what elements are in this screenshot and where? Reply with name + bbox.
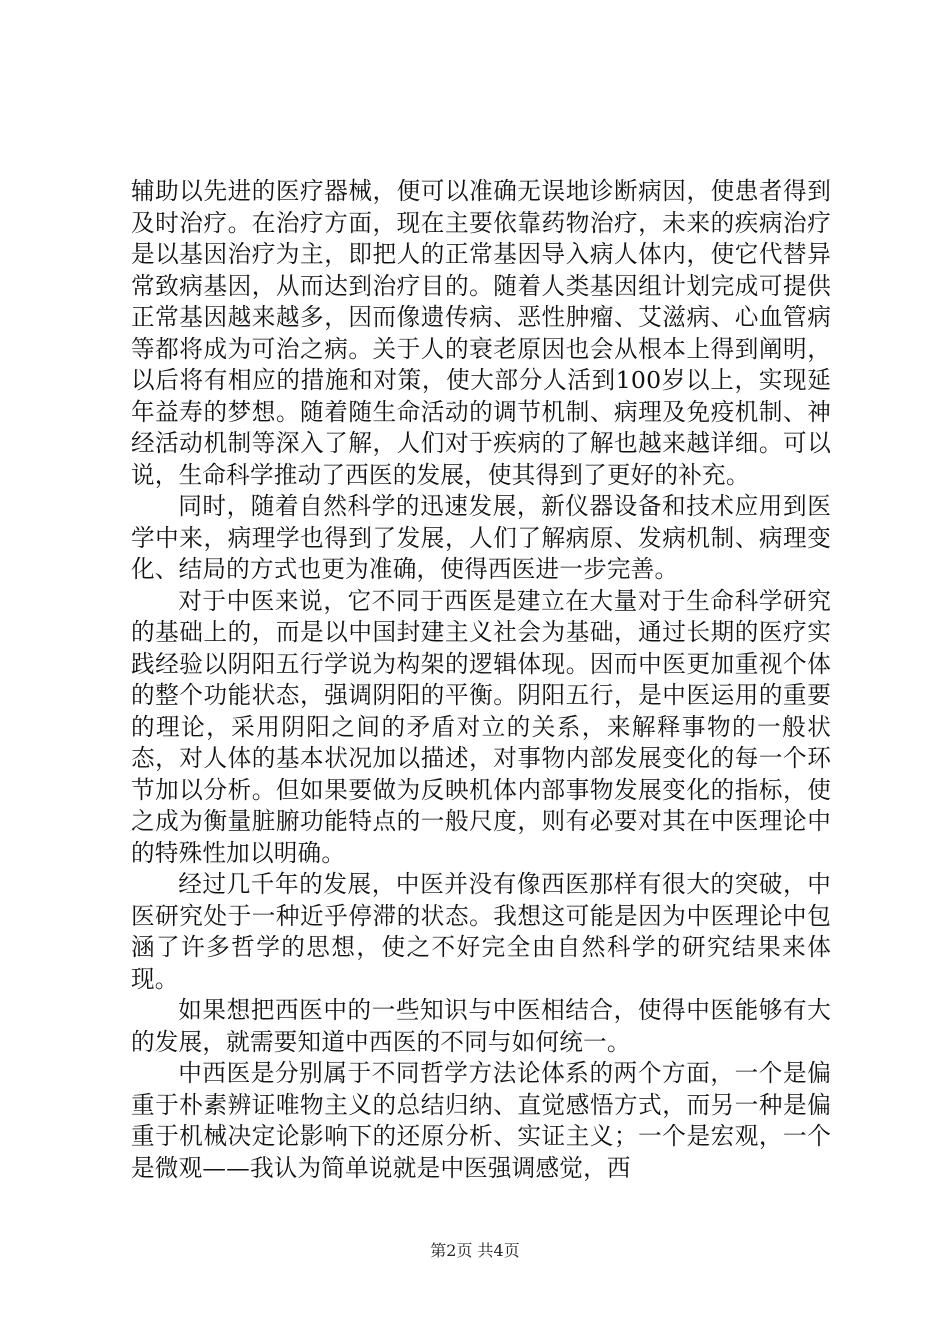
paragraph-2: 同时，随着自然科学的迅速发展，新仪器设备和技术应用到医学中来，病理学也得到了发展，人们了解病原、发病机制、病理变化、结局的方式也更为准确，使得西医进一步完善。 <box>131 492 831 583</box>
paragraph-3: 对于中医来说，它不同于西医是建立在大量对于生命科学研究的基础上的，而是以中国封建主义社会为基础，通过长期的医疗实践经验以阴阳五行学说为构架的逻辑体现。因而中医更加重视个体的整个功能状态，强调阴阳的平衡。阴阳五行，是中医运用的重要的理论，采用阴阳之间的矛盾对立的关系，来解释事物的一般状态，对人体的基本状况加以描述，对事物内部发展变化的每一个环节加以分析。但如果要做为反映机体内部事物发展变化的指标，使之成为衡量脏腑功能特点的一般尺度，则有必要对其在中医理论中的特殊性加以明确。 <box>131 586 831 867</box>
paragraph-1: 辅助以先进的医疗器械，便可以准确无误地诊断病因，使患者得到及时治疗。在治疗方面，现在主要依靠药物治疗，未来的疾病治疗是以基因治疗为主，即把人的正常基因导入病人体内，使它代替异常致病基因，从而达到治疗目的。随着人类基因组计划完成可提供正常基因越来越多，因而像遗传病、恶性肿瘤、艾滋病、心血管病等都将成为可治之病。关于人的衰老原因也会从根本上得到阐明，以后将有相应的措施和对策，使大部分人活到100岁以上，实现延年益寿的梦想。随着随生命活动的调节机制、病理及免疫机制、神经活动机制等深入了解，人们对于疾病的了解也越来越详细。可以说，生命科学推动了西医的发展，使其得到了更好的补充。 <box>131 177 831 489</box>
paragraph-4: 经过几千年的发展，中医并没有像西医那样有很大的突破，中医研究处于一种近乎停滞的状态。我想这可能是因为中医理论中包涵了许多哲学的思想，使之不好完全由自然科学的研究结果来体现。 <box>131 870 831 993</box>
document-body <box>131 176 831 1184</box>
paragraph-5: 如果想把西医中的一些知识与中医相结合，使得中医能够有大的发展，就需要知道中西医的不同与如何统一。 <box>131 996 831 1056</box>
paragraph-6: 中西医是分别属于不同哲学方法论体系的两个方面，一个是偏重于朴素辨证唯物主义的总结归纳、直觉感悟方式，而另一种是偏重于机械决定论影响下的还原分析、实证主义；一个是宏观，一个是微观——我认为简单说就是中医强调感觉，西 <box>131 1059 831 1182</box>
page-number-footer: 第2页 共4页 <box>430 1241 520 1260</box>
